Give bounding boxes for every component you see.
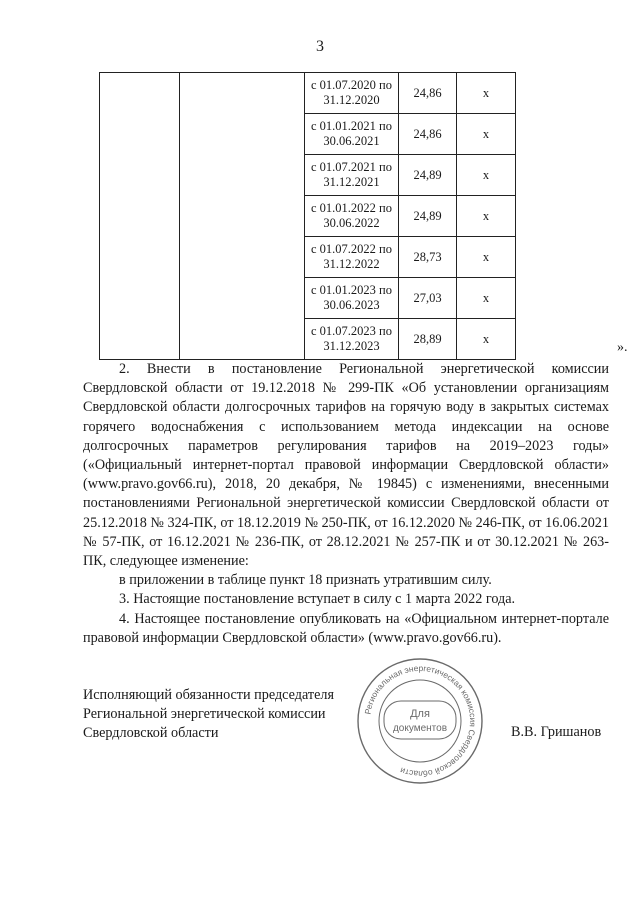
signatory-title-line: Региональной энергетической комиссии — [83, 706, 326, 722]
tariff-table — [99, 72, 516, 360]
paragraph-amendment: 2. Внести в постановление Региональной энергетической комиссии Свердловской области от 19.12.2018 № 299-ПК «Об установлении организациям Свердловской области долгосрочных тарифов на горячую воду в закрытых системах горячего водоснабжения с использованием метода индексации на основе долгосрочных параметров регулирования тарифов на 2019–2023 годы» («Официальный интернет-портал правовой информации Свердловской области» (www.pravo.gov66.ru), 2018, 20 декабря, № 19845) с изменениями, внесенными постановлениями Региональной энергетической комиссии Свердловской области от 25.12.2018 № 324-ПК, от 18.12.2019 № 250-ПК, от 16.12.2020 № 246-ПК, от 16.06.2021 № 57-ПК, от 16.12.2021 № 236-ПК, от 28.12.2021 № 257-ПК и от 30.12.2021 № 263-ПК, следующее изменение: — [83, 361, 609, 570]
table-row — [100, 73, 516, 114]
period-cell: с 01.07.2023 по 31.12.2023 — [305, 319, 399, 360]
mark-cell: х — [457, 73, 516, 114]
seal-inner-ring — [379, 680, 461, 762]
tariff-value-cell: 24,86 — [399, 73, 457, 114]
mark-cell: х — [457, 319, 516, 360]
paragraph-effective-date: 3. Настоящие постановление вступает в силу с 1 марта 2022 года. — [119, 591, 516, 608]
seal-ring-text: Региональная энергетическая комиссия Свердловской области — [362, 662, 479, 780]
mark-cell: х — [457, 278, 516, 319]
mark-cell: х — [457, 155, 516, 196]
mark-cell: х — [457, 237, 516, 278]
official-seal-stamp — [354, 655, 486, 787]
table-closing-quote: ». — [617, 340, 628, 355]
paragraph-publication: 4. Настоящее постановление опубликовать на «Официальном интернет-портале правовой информации Свердловской области» (www.pravo.gov66.ru). — [83, 610, 609, 646]
decree-text — [83, 360, 609, 648]
period-cell: с 01.07.2021 по 31.12.2021 — [305, 155, 399, 196]
tariff-value-cell: 28,89 — [399, 319, 457, 360]
paragraph-repeal: в приложении в таблице пункт 18 признать утратившим силу. — [119, 572, 492, 589]
tariff-value-cell: 28,73 — [399, 237, 457, 278]
signatory-title — [83, 686, 334, 743]
period-cell: с 01.07.2022 по 31.12.2022 — [305, 237, 399, 278]
period-cell: с 01.07.2020 по 31.12.2020 — [305, 73, 399, 114]
signatory-name: В.В. Гришанов — [511, 724, 602, 740]
signatory-title-line: Исполняющий обязанности председателя — [83, 687, 334, 703]
seal-center-text: документов — [392, 723, 448, 734]
tariff-value-cell: 27,03 — [399, 278, 457, 319]
period-cell: с 01.01.2023 по 30.06.2023 — [305, 278, 399, 319]
merged-empty-cell — [180, 73, 305, 360]
tariff-value-cell: 24,86 — [399, 114, 457, 155]
tariff-value-cell: 24,89 — [399, 155, 457, 196]
mark-cell: х — [457, 196, 516, 237]
mark-cell: х — [457, 114, 516, 155]
seal-center-text: Для — [410, 708, 430, 720]
seal-outer-ring — [358, 659, 482, 783]
signatory-title-line: Свердловской области — [83, 725, 219, 741]
tariff-value-cell: 24,89 — [399, 196, 457, 237]
period-cell: с 01.01.2022 по 30.06.2022 — [305, 196, 399, 237]
period-cell: с 01.01.2021 по 30.06.2021 — [305, 114, 399, 155]
merged-empty-cell — [100, 73, 180, 360]
page-number: 3 — [316, 38, 324, 55]
